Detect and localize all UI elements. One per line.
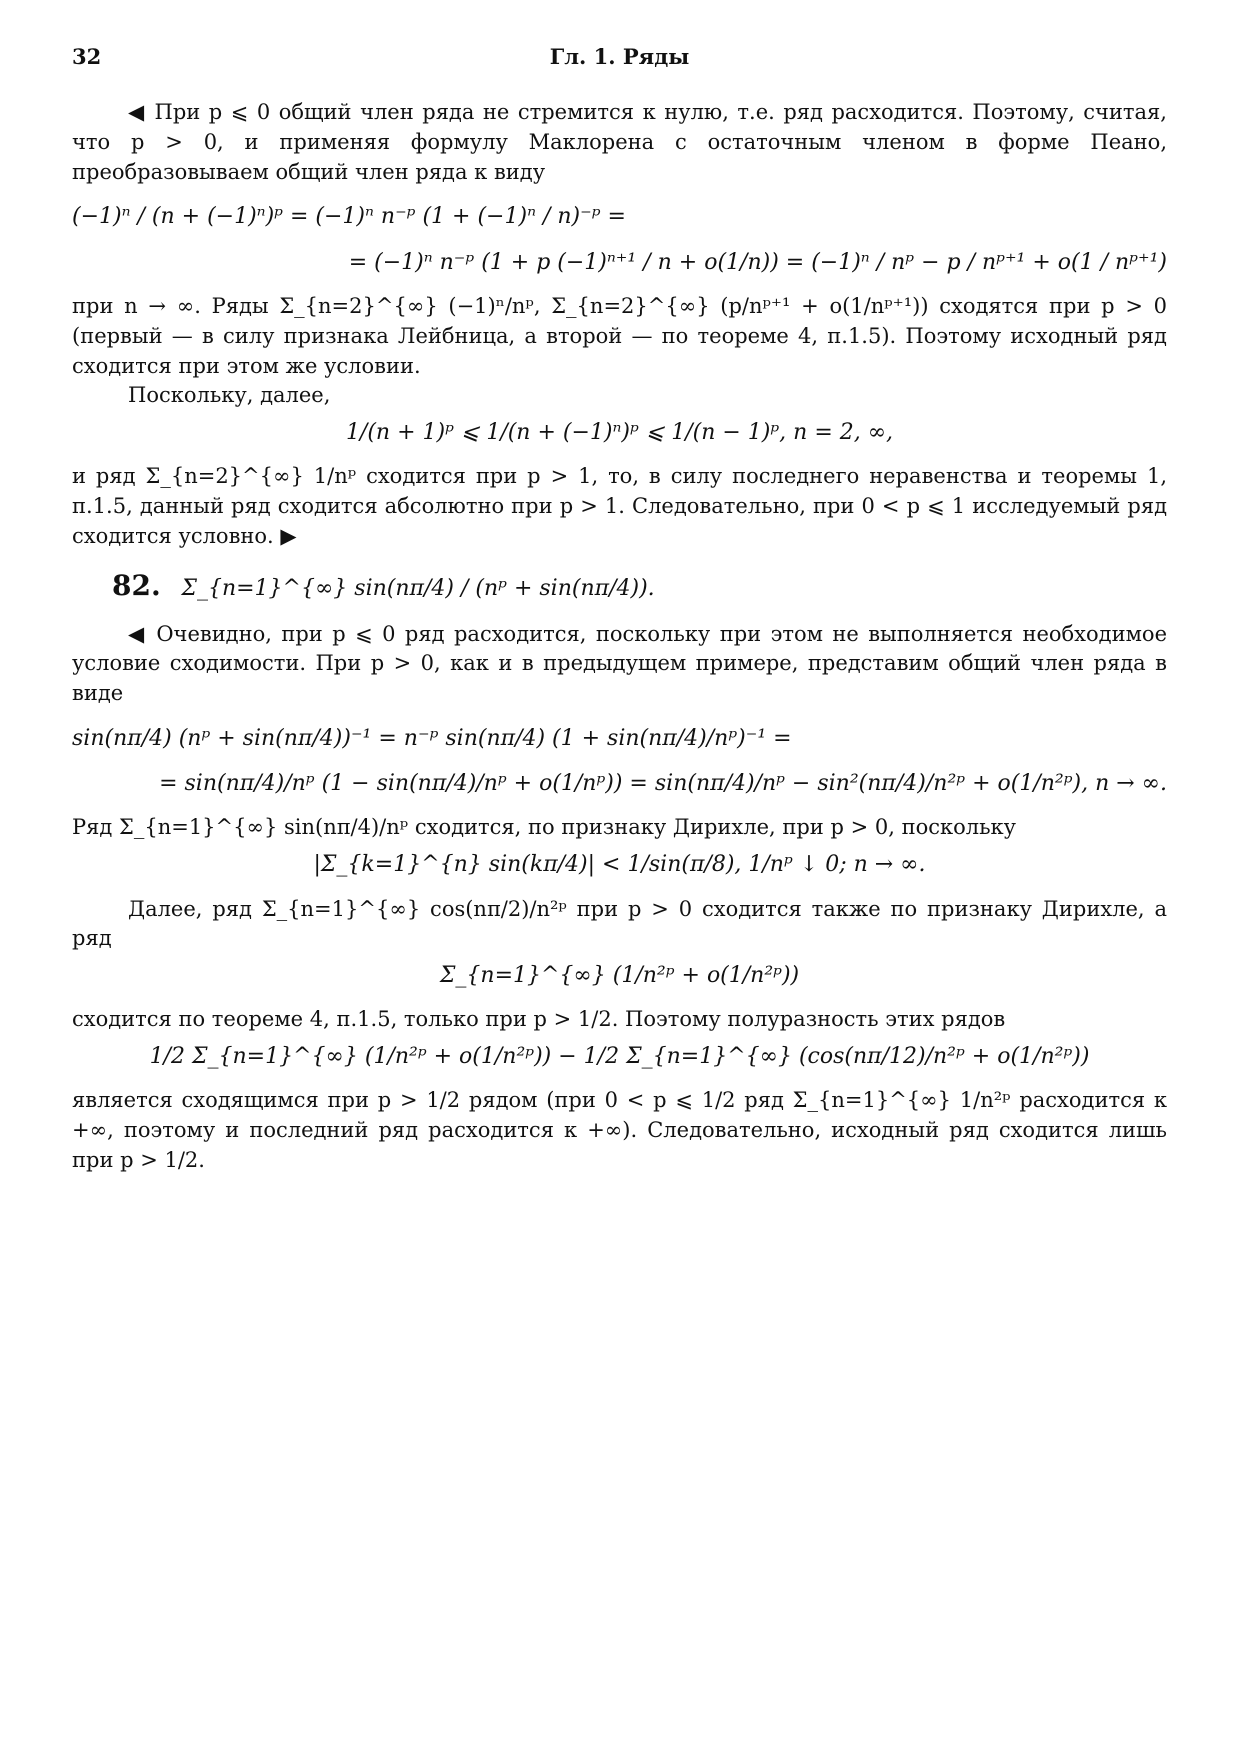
problem-statement [72, 566, 1167, 606]
paragraph-intro: ◀ При p ⩽ 0 общий член ряда не стремится к нулю, т.е. ряд расходится. Поэтому, считая, что p > 0, и применяя формулу Маклорена с остаточным членом в форме Пеано, преобразовываем общий член ряда к виду [72, 100, 1167, 184]
formula-half-difference: 1/2 Σ_{n=1}^{∞} (1/n²ᵖ + o(1/n²ᵖ)) − 1/2 Σ_{n=1}^{∞} (cos(nπ/12)/n²ᵖ + o(1/n²ᵖ)) [149, 1044, 1090, 1070]
formula-sin-line1: sin(nπ/4) (nᵖ + sin(nπ/4))⁻¹ = n⁻ᵖ sin(nπ/4) (1 + sin(nπ/4)/nᵖ)⁻¹ = [72, 726, 792, 752]
page-header [72, 42, 1167, 74]
paragraph-leibniz: при n → ∞. Ряды Σ_{n=2}^{∞} (−1)ⁿ/nᵖ, Σ_{n=2}^{∞} (p/nᵖ⁺¹ + o(1/nᵖ⁺¹)) сходятся при p > 0 (первый — в силу признака Лейбница, а второй — по теореме 4, п.1.5). Поэтому исходный ряд сходится при этом же условии. [72, 293, 1167, 378]
formula-maclaurin-line2: = (−1)ⁿ n⁻ᵖ (1 + p (−1)ⁿ⁺¹ / n + o(1/n)) = (−1)ⁿ / nᵖ − p / nᵖ⁺¹ + o(1 / nᵖ⁺¹) [348, 249, 1167, 275]
problem-number: 82. [112, 568, 161, 602]
paragraph-conclusion: является сходящимся при p > 1/2 рядом (при 0 < p ⩽ 1/2 ряд Σ_{n=1}^{∞} 1/n²ᵖ расходится к +∞, поэтому и последний ряд расходится к +∞). Следовательно, исходный ряд сходится лишь при p > 1/2. [72, 1088, 1167, 1173]
page-body [72, 98, 1167, 1176]
paragraph-half-difference: сходится по теореме 4, п.1.5, только при p > 1/2. Поэтому полуразность этих рядов [72, 1007, 1006, 1032]
problem-formula: Σ_{n=1}^{∞} sin(nπ/4) / (nᵖ + sin(nπ/4)). [181, 575, 655, 601]
formula-sin-line2: = sin(nπ/4)/nᵖ (1 − sin(nπ/4)/nᵖ + o(1/nᵖ)) = sin(nπ/4)/nᵖ − sin²(nπ/4)/n²ᵖ + o(1/n²ᵖ), n → ∞. [159, 771, 1167, 797]
formula-maclaurin-line1: (−1)ⁿ / (n + (−1)ⁿ)ᵖ = (−1)ⁿ n⁻ᵖ (1 + (−1)ⁿ / n)⁻ᵖ = [72, 204, 626, 230]
paragraph-further: Поскольку, далее, [128, 383, 331, 408]
running-title: Гл. 1. Ряды [549, 44, 690, 69]
formula-partial-sum-bound: |Σ_{k=1}^{n} sin(kπ/4)| < 1/sin(π/8), 1/nᵖ ↓ 0; n → ∞. [313, 852, 926, 878]
paragraph-absolute: и ряд Σ_{n=2}^{∞} 1/nᵖ сходится при p > 1, то, в силу последнего неравенства и теоремы 1, п.1.5, данный ряд сходится абсолютно при p > 1. Следовательно, при 0 < p ⩽ 1 исследуемый ряд сходится условно. ▶ [72, 464, 1167, 549]
paragraph-dirichlet: Ряд Σ_{n=1}^{∞} sin(nπ/4)/nᵖ сходится, по признаку Дирихле, при p > 0, поскольку [72, 815, 1016, 840]
formula-series-n2p: Σ_{n=1}^{∞} (1/n²ᵖ + o(1/n²ᵖ)) [439, 963, 800, 989]
paragraph-solution-82: ◀ Очевидно, при p ⩽ 0 ряд расходится, поскольку при этом не выполняется необходимое условие сходимости. При p > 0, как и в предыдущем примере, представим общий член ряда в виде [72, 621, 1167, 706]
formula-inequality: 1/(n + 1)ᵖ ⩽ 1/(n + (−1)ⁿ)ᵖ ⩽ 1/(n − 1)ᵖ, n = 2, ∞, [345, 420, 894, 446]
paragraph-cos-series: Далее, ряд Σ_{n=1}^{∞} cos(nπ/2)/n²ᵖ при p > 0 сходится также по признаку Дирихле, а ряд [72, 896, 1167, 951]
page-number: 32 [72, 44, 102, 69]
